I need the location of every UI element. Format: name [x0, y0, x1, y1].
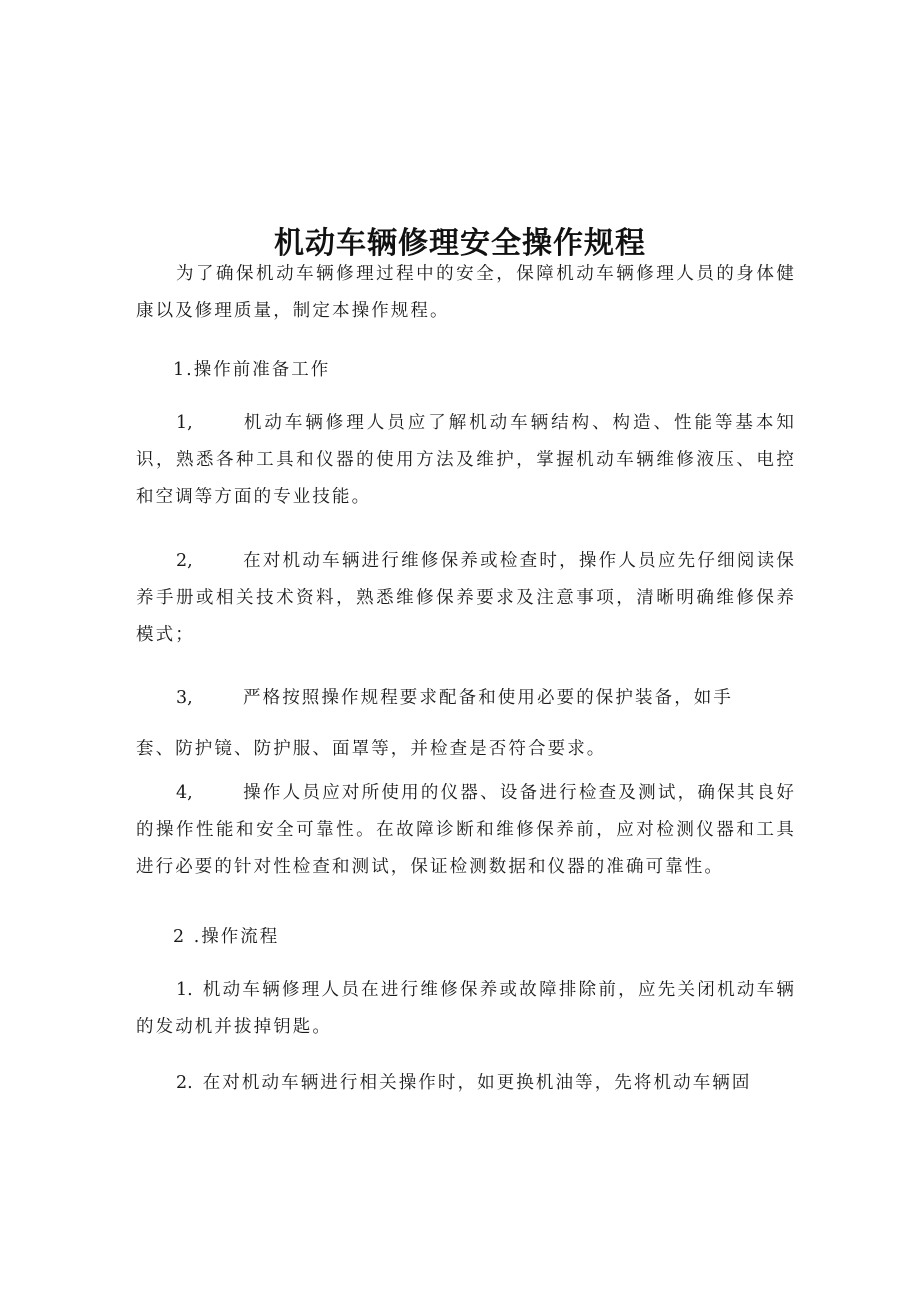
- item-text: 严格按照操作规程要求配备和使用必要的保护装备，如手: [243, 688, 733, 708]
- list-item: [136, 972, 796, 1046]
- item-number: 2.: [176, 1073, 193, 1093]
- item-number: 1,: [176, 413, 193, 433]
- item-text: 机动车辆修理人员应了解机动车辆结构、构造、性能等基本知识，熟悉各种工具和仪器的使用方法及维护，掌握机动车辆维修液压、电控和空调等方面的专业技能。: [136, 413, 796, 507]
- item-number: 3,: [176, 688, 193, 708]
- item-text: 机动车辆修理人员在进行维修保养或故障排除前，应先关闭机动车辆的发动机并拔掉钥匙。: [136, 980, 796, 1037]
- item-first-line: [136, 680, 796, 717]
- list-item: [136, 680, 796, 768]
- list-item: [136, 1065, 796, 1102]
- intro-paragraph: 为了确保机动车辆修理过程中的安全，保障机动车辆修理人员的身体健康以及修理质量，制定本操作规程。: [136, 264, 796, 321]
- list-item: [136, 775, 796, 886]
- section-heading-procedure: 2 .操作流程: [173, 927, 280, 947]
- page-title: 机动车辆修理安全操作规程: [274, 226, 646, 262]
- list-item: [136, 405, 796, 516]
- item-text: 在对机动车辆进行维修保养或检查时，操作人员应先仔细阅读保养手册或相关技术资料，熟悉维修保养要求及注意事项，清晰明确维修保养模式；: [136, 551, 796, 645]
- item-number: 1.: [176, 980, 193, 1000]
- item-number: 4,: [176, 783, 193, 803]
- list-item: [136, 543, 796, 654]
- item-text: 操作人员应对所使用的仪器、设备进行检查及测试，确保其良好的操作性能和安全可靠性。在故障诊断和维修保养前，应对检测仪器和工具进行必要的针对性检查和测试，保证检测数据和仪器的准确可靠性。: [136, 783, 796, 877]
- section-heading-preparation: 1.操作前准备工作: [173, 360, 331, 380]
- item-number: 2,: [176, 551, 193, 571]
- item-text: 在对机动车辆进行相关操作时，如更换机油等，先将机动车辆固: [202, 1073, 752, 1093]
- item-text: 套、防护镜、防护服、面罩等，并检查是否符合要求。: [136, 739, 607, 759]
